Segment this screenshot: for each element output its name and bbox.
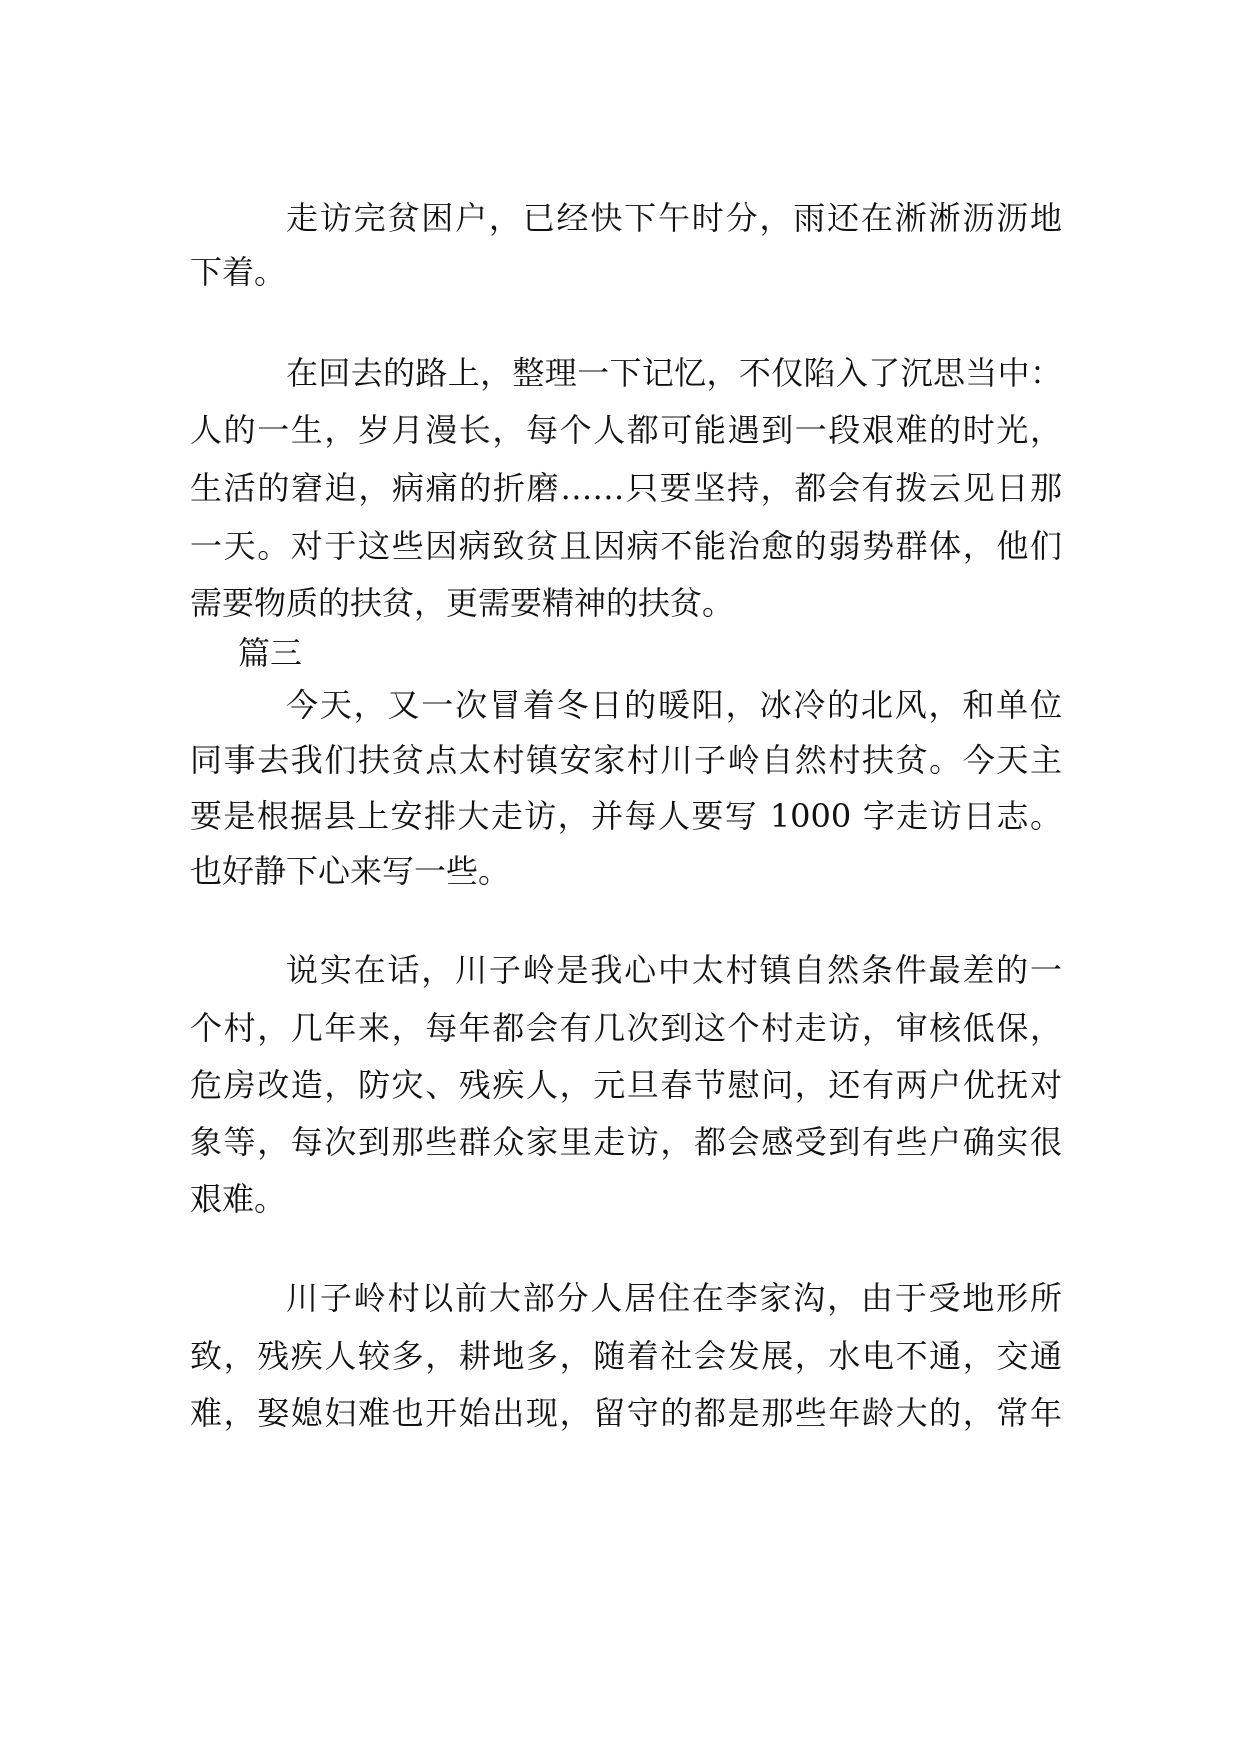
paragraph-2-line-1: 在回去的路上，整理一下记忆，不仅陷入了沉思当中： <box>286 354 1062 392</box>
paragraph-3-line-4: 也好静下心来写一些。 <box>190 852 511 890</box>
paragraph-5-line-1: 川子岭村以前大部分人居住在李家沟，由于受地形所 <box>286 1279 1062 1317</box>
paragraph-3-line-3: 要是根据县上安排大走访，并每人要写 1000 字走访日志。 <box>190 797 1062 835</box>
paragraph-4-line-5: 艰难。 <box>190 1180 287 1218</box>
paragraph-2-line-4: 一天。对于这些因病致贫且因病不能治愈的弱势群体，他们 <box>190 527 1062 565</box>
paragraph-1-line-2: 下着。 <box>190 253 287 291</box>
paragraph-1-line-1: 走访完贫困户，已经快下午时分，雨还在淅淅沥沥地 <box>286 199 1062 237</box>
paragraph-2-line-5: 需要物质的扶贫，更需要精神的扶贫。 <box>190 584 735 622</box>
paragraph-3-line-1: 今天，又一次冒着冬日的暖阳，冰冷的北风，和单位 <box>286 686 1062 724</box>
paragraph-5-line-3: 难，娶媳妇难也开始出现，留守的都是那些年龄大的，常年 <box>190 1394 1062 1432</box>
paragraph-2-line-3: 生活的窘迫，病痛的折磨……只要坚持，都会有拨云见日那 <box>190 469 1062 507</box>
paragraph-4-line-4: 象等，每次到那些群众家里走访，都会感受到有些户确实很 <box>190 1123 1062 1161</box>
paragraph-3-line-2: 同事去我们扶贫点太村镇安家村川子岭自然村扶贫。今天主 <box>190 741 1062 779</box>
paragraph-5-line-2: 致，残疾人较多，耕地多，随着社会发展，水电不通，交通 <box>190 1337 1062 1375</box>
paragraph-4-line-3: 危房改造，防灾、残疾人，元旦春节慰问，还有两户优抚对 <box>190 1066 1062 1104</box>
section-heading: 篇三 <box>238 634 303 672</box>
paragraph-4-line-2: 个村，几年来，每年都会有几次到这个村走访，审核低保， <box>190 1009 1062 1047</box>
paragraph-2-line-2: 人的一生，岁月漫长，每个人都可能遇到一段艰难的时光， <box>190 411 1062 449</box>
paragraph-4-line-1: 说实在话，川子岭是我心中太村镇自然条件最差的一 <box>286 951 1062 989</box>
